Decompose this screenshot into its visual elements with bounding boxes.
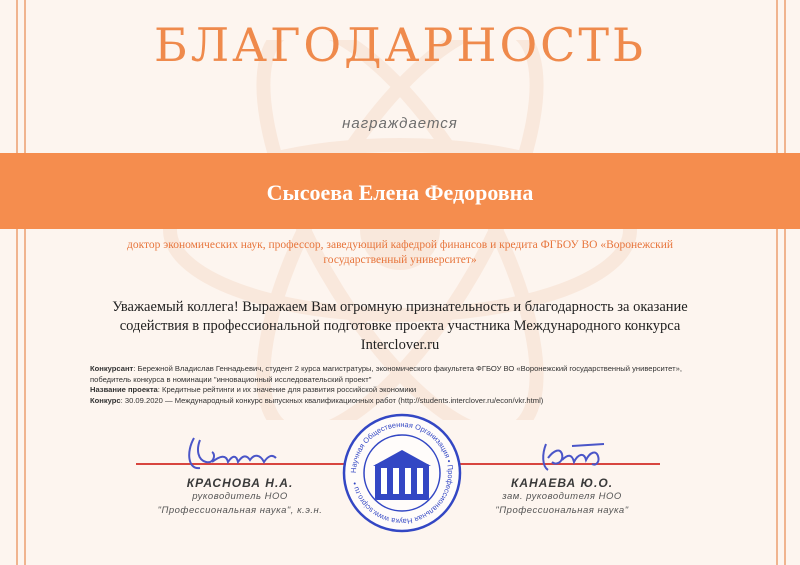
signature-kanaeva <box>538 440 608 475</box>
project-line <box>90 385 710 396</box>
frame-line-left <box>16 0 18 565</box>
recipient-position: доктор экономических наук, профессор, заведующий кафедрой финансов и кредита ФГБОУ ВО «Воронежский государственный университет» <box>126 239 674 266</box>
organization-seal <box>341 410 463 536</box>
signature-krasnova <box>180 432 280 477</box>
signatory-name-left: КРАСНОВА Н.А. <box>186 476 294 490</box>
project-label: Название проекта <box>90 385 158 395</box>
signatory-role-right-line2: "Профессиональная наука" <box>495 505 629 516</box>
contest-details <box>90 364 710 406</box>
signatory-role-left-line1: руководитель НОО <box>192 491 288 502</box>
awarded-caption: награждается <box>342 115 458 132</box>
contest-line <box>90 396 710 407</box>
signatory-role-right-line1: зам. руководителя НОО <box>502 491 622 502</box>
gratitude-message: Уважаемый коллега! Выражаем Вам огромную признательность и благодарность за оказание содействия в профессиональной подготовке проекта участника Международного конкурса Interclover.ru <box>112 299 688 353</box>
contest-value: : 30.09.2020 — Международный конкурс выпускных квалификационных работ (http://students.interclover.ru/econ/vkr.html) <box>120 395 544 405</box>
contestant-value: : Бережной Владислав Геннадьевич, студент 2 курса магистратуры, экономического факультета ФГБОУ ВО «Воронежский государственный университет», победитель конкурса в номинации "инновационный исследовательский проект" <box>90 364 682 384</box>
frame-line-right <box>784 0 786 565</box>
seal-ring-text: Научная Общественная Организация • Профессиональная Наука www.scipro.ru • <box>348 419 456 527</box>
signatory-role-left-line2: "Профессиональная наука", к.э.н. <box>157 505 323 516</box>
contestant-line <box>90 364 710 385</box>
contestant-label: Конкурсант <box>90 364 134 373</box>
contest-label: Конкурс <box>90 395 121 405</box>
certificate-title: БЛАГОДАРНОСТЬ <box>153 18 647 72</box>
atom-watermark-icon <box>150 40 650 420</box>
project-value: : Кредитные рейтинги и их значение для развития российской экономики <box>157 385 417 395</box>
signatory-name-right: КАНАЕВА Ю.О. <box>510 476 614 490</box>
frame-line-left-inner <box>24 0 26 565</box>
frame-line-right-inner <box>776 0 778 565</box>
recipient-name: Сысоева Елена Федоровна <box>266 180 534 205</box>
